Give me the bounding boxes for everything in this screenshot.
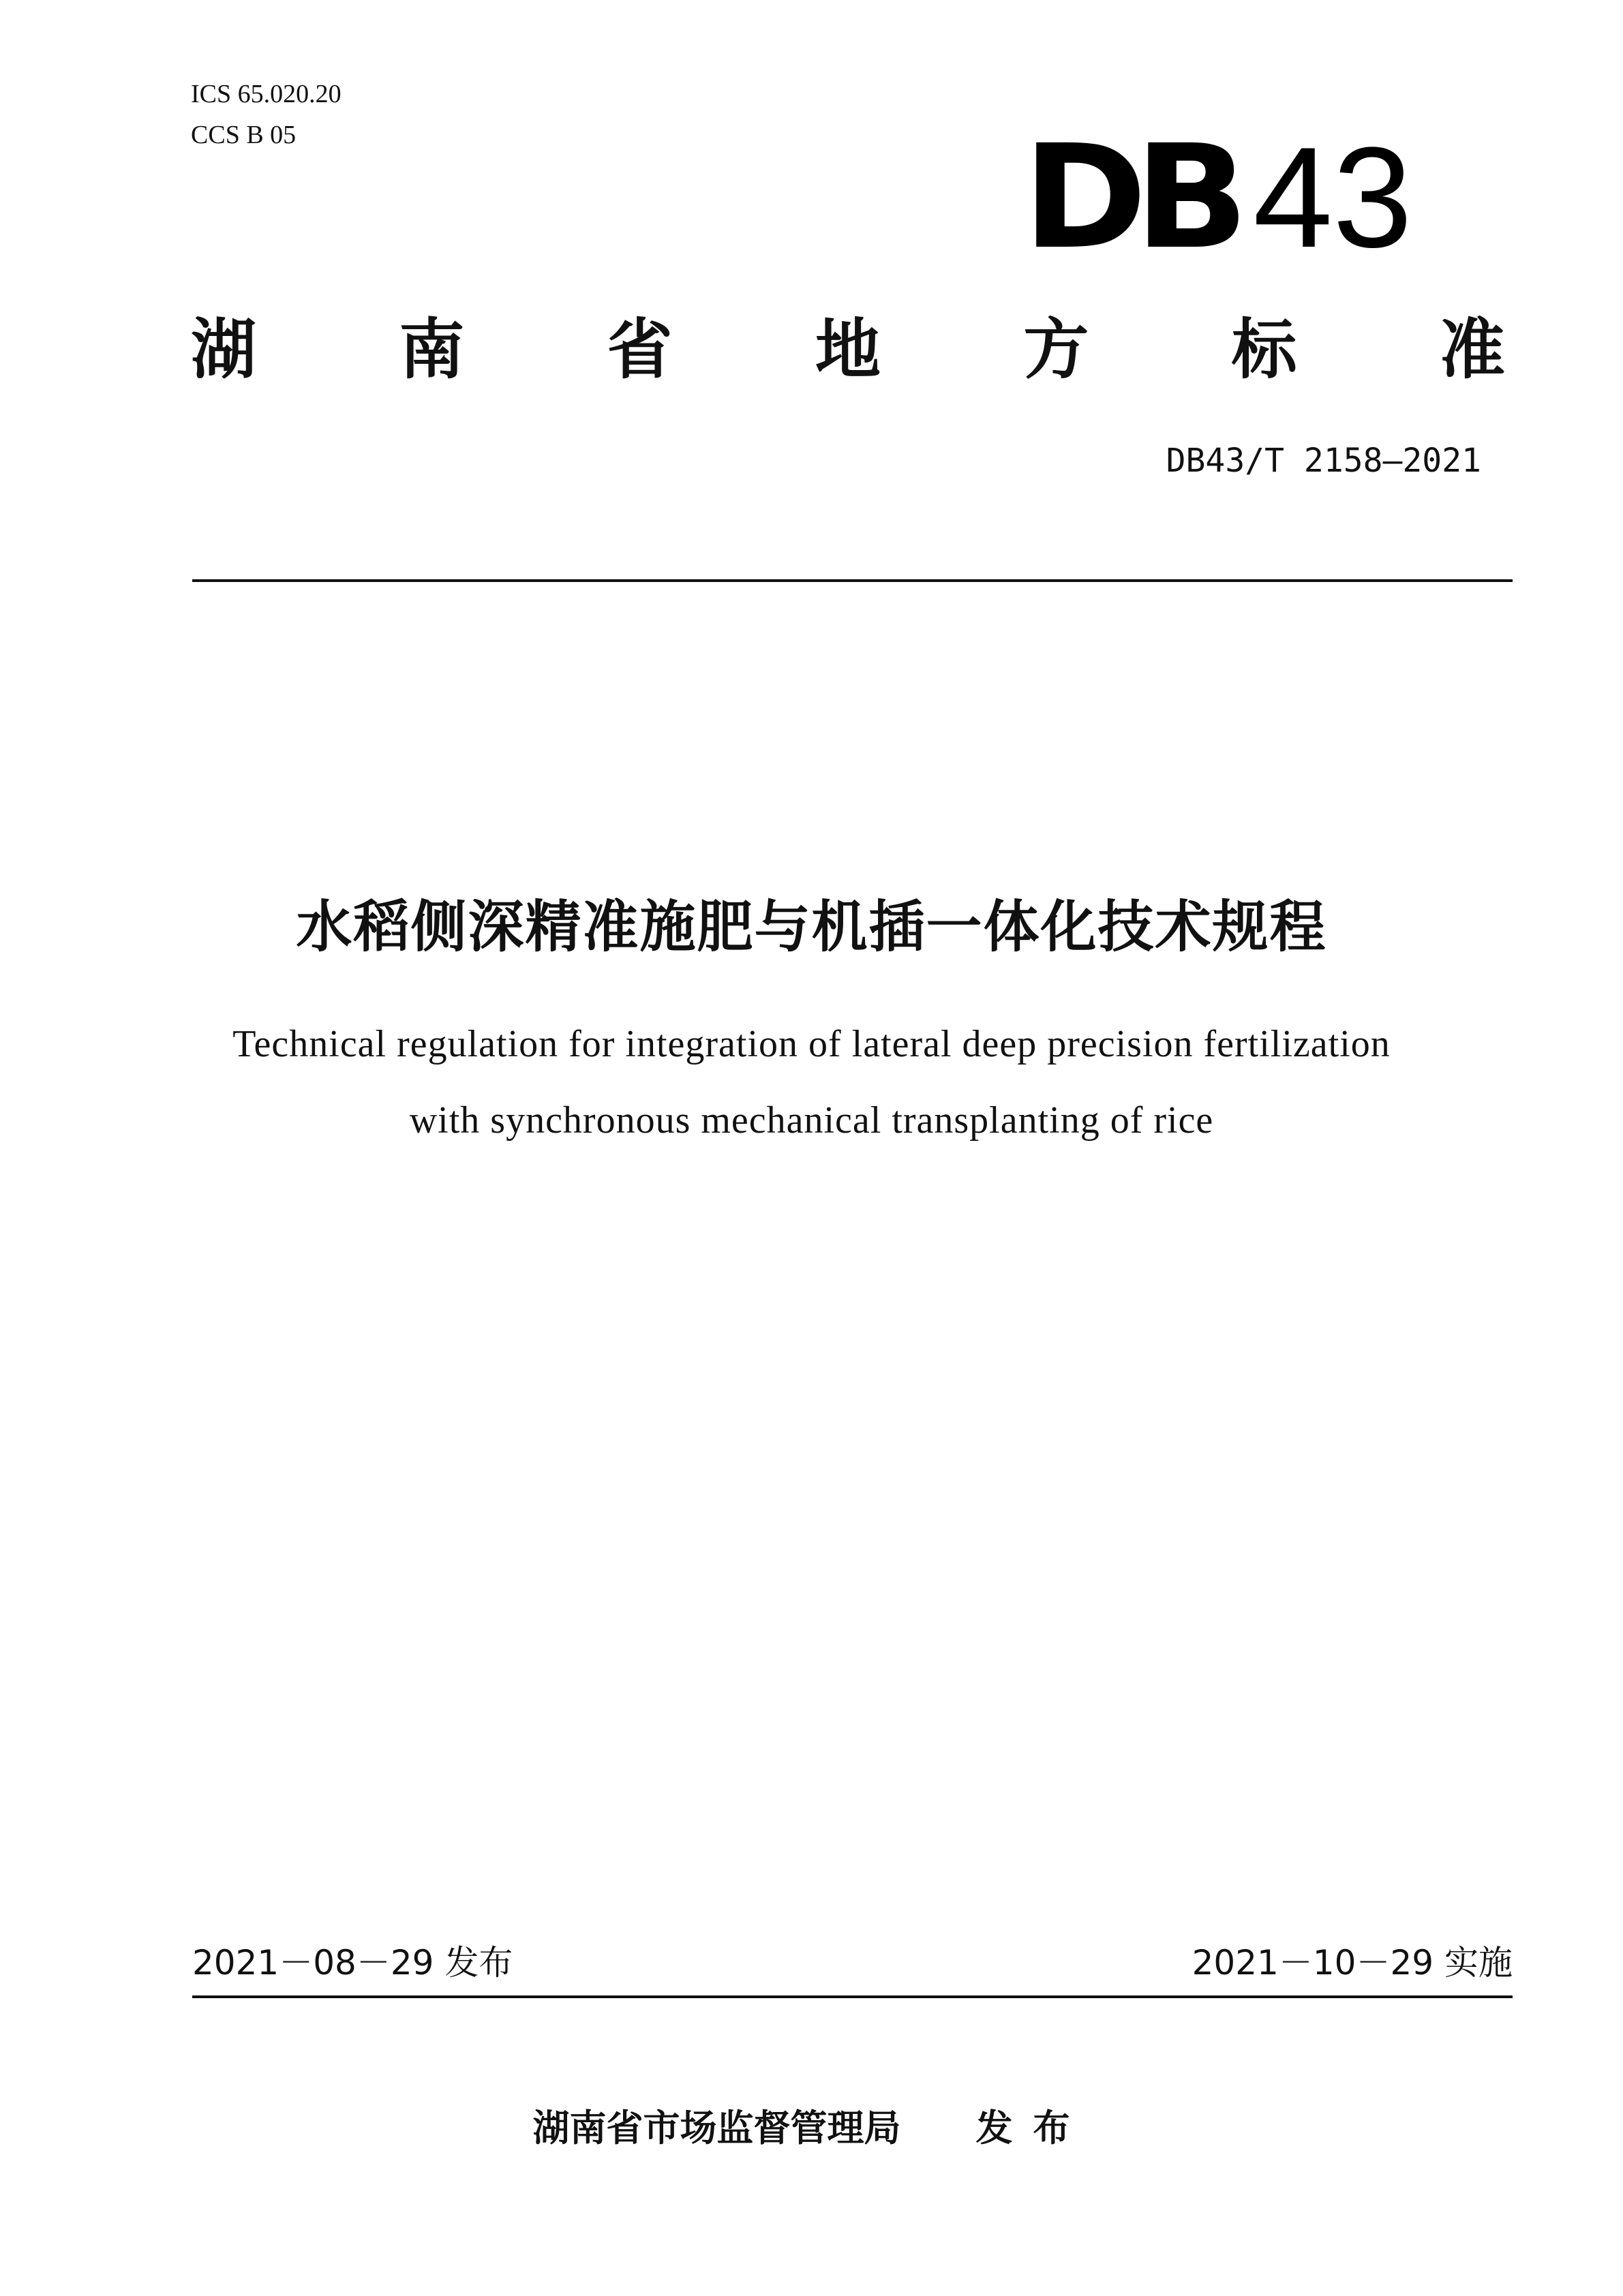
bottom-divider xyxy=(192,1995,1513,1998)
standard-type-char: 湖 xyxy=(191,311,256,388)
title-chinese: 水稻侧深精准施肥与机插一体化技术规程 xyxy=(296,895,1327,960)
logo-letters: DB xyxy=(1022,114,1237,281)
ccs-code: CCS B 05 xyxy=(191,121,297,149)
publisher-action: 发布 xyxy=(975,2107,1091,2149)
top-divider xyxy=(192,579,1513,582)
standard-type-char: 地 xyxy=(815,311,881,388)
standard-type-char: 省 xyxy=(607,311,673,388)
standard-number: DB43/T 2158—2021 xyxy=(1166,442,1481,480)
standard-type-char: 标 xyxy=(1231,311,1297,388)
title-english-line-2: with synchronous mechanical transplanting of rice xyxy=(409,1099,1214,1142)
db43-logo xyxy=(1022,114,1412,281)
publisher-line xyxy=(0,2099,1623,2152)
classification-codes xyxy=(191,74,342,155)
standard-type-char: 方 xyxy=(1023,311,1089,388)
title-english-line-1: Technical regulation for integration of lateral deep precision fertilization xyxy=(232,1023,1391,1065)
logo-number: 43 xyxy=(1253,117,1412,277)
publisher-organization: 湖南省市场监督管理局 xyxy=(532,2107,901,2149)
issue-date: 2021－08－29 发布 xyxy=(192,1943,513,1983)
standard-type-char: 准 xyxy=(1439,311,1505,388)
standard-type-heading xyxy=(191,307,1505,388)
ics-code: ICS 65.020.20 xyxy=(191,80,342,108)
standard-type-char: 南 xyxy=(399,311,465,388)
implementation-date: 2021－10－29 实施 xyxy=(1192,1943,1513,1983)
